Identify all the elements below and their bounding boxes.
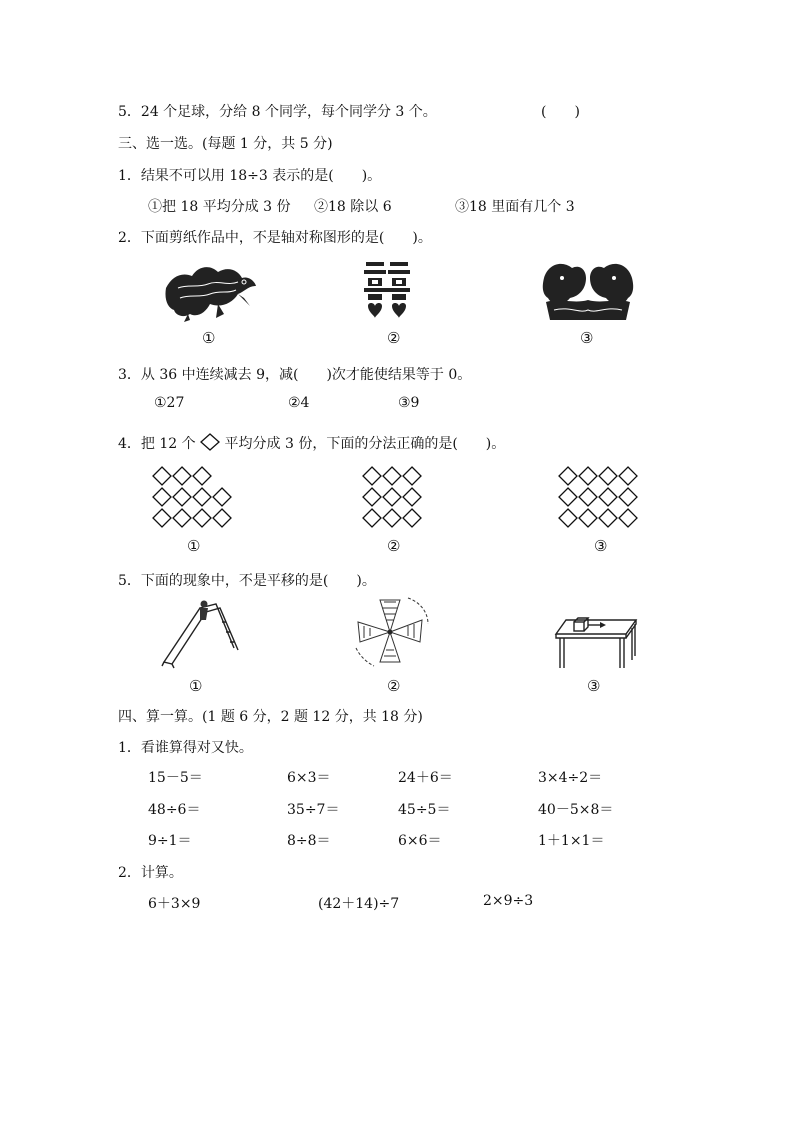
s3-q2-label-2[interactable]: ② bbox=[387, 329, 401, 347]
diamond-icon bbox=[193, 488, 211, 506]
s3-q1-option-1[interactable]: ①把 18 平均分成 3 份 bbox=[148, 199, 291, 215]
s4-q2-item-3: 2×9÷3 bbox=[483, 893, 534, 909]
s3-q1-option-2[interactable]: ②18 除以 6 bbox=[314, 199, 392, 215]
diamond-icon bbox=[173, 509, 191, 527]
diamond-icon bbox=[403, 467, 421, 485]
s3-q4-label-3[interactable]: ③ bbox=[594, 537, 608, 555]
calc-r2-c1: 48÷6＝ bbox=[148, 802, 201, 818]
section4-title: 四、算一算。(1 题 6 分，2 题 12 分，共 18 分) bbox=[118, 709, 423, 725]
twin-dragons-papercut-image bbox=[540, 258, 636, 324]
slide-image bbox=[160, 598, 240, 668]
s3-q2-label-3[interactable]: ③ bbox=[580, 329, 594, 347]
s3-q4-stem bbox=[118, 433, 505, 453]
s4-q2-item-2: (42＋14)÷7 bbox=[318, 896, 400, 912]
calc-r2-c4: 40－5×8＝ bbox=[538, 802, 614, 818]
s3-q3-option-1[interactable]: ①27 bbox=[154, 395, 185, 411]
s3-q2-stem: 2．下面剪纸作品中，不是轴对称图形的是( )。 bbox=[118, 230, 432, 246]
diamond-group-3 bbox=[558, 465, 648, 531]
diamond-icon bbox=[579, 467, 597, 485]
s3-q4-stem-post: 平均分成 3 份，下面的分法正确的是( )。 bbox=[224, 436, 506, 452]
s3-q5-stem: 5．下面的现象中，不是平移的是( )。 bbox=[118, 573, 376, 589]
diamond-icon bbox=[559, 467, 577, 485]
diamond-icon bbox=[363, 509, 381, 527]
calc-r1-c2: 6×3＝ bbox=[287, 770, 331, 786]
calc-r3-c3: 6×6＝ bbox=[398, 833, 442, 849]
diamond-icon bbox=[403, 488, 421, 506]
diamond-icon bbox=[153, 509, 171, 527]
diamond-icon bbox=[200, 433, 220, 451]
diamond-icon bbox=[193, 509, 211, 527]
diamond-icon bbox=[599, 467, 617, 485]
s3-q3-option-2[interactable]: ②4 bbox=[288, 395, 310, 411]
diamond-icon bbox=[383, 467, 401, 485]
diamond-icon bbox=[383, 509, 401, 527]
s3-q4-label-2[interactable]: ② bbox=[387, 537, 401, 555]
diamond-group-2 bbox=[362, 465, 432, 531]
calc-r2-c2: 35÷7＝ bbox=[287, 802, 340, 818]
dragon-papercut-image bbox=[158, 258, 258, 322]
calc-r1-c1: 15－5＝ bbox=[148, 770, 203, 786]
s3-q3-stem: 3．从 36 中连续减去 9，减( )次才能使结果等于 0。 bbox=[118, 367, 472, 383]
diamond-icon bbox=[213, 509, 231, 527]
diamond-icon bbox=[403, 509, 421, 527]
diamond-icon bbox=[363, 488, 381, 506]
calc-r1-c3: 24＋6＝ bbox=[398, 770, 453, 786]
box-on-table-image bbox=[554, 612, 638, 670]
calc-r3-c2: 8÷8＝ bbox=[287, 833, 331, 849]
diamond-icon bbox=[579, 488, 597, 506]
judge-q5-text: 5．24 个足球，分给 8 个同学，每个同学分 3 个。 bbox=[118, 104, 437, 120]
windmill-image bbox=[350, 596, 430, 670]
s3-q1-option-3[interactable]: ③18 里面有几个 3 bbox=[455, 199, 575, 215]
diamond-group-1 bbox=[152, 465, 242, 531]
diamond-icon bbox=[579, 509, 597, 527]
diamond-icon bbox=[599, 488, 617, 506]
diamond-icon bbox=[619, 467, 637, 485]
s3-q3-option-3[interactable]: ③9 bbox=[398, 395, 420, 411]
diamond-icon bbox=[173, 488, 191, 506]
s3-q5-label-3[interactable]: ③ bbox=[587, 677, 601, 695]
s3-q5-label-2[interactable]: ② bbox=[387, 677, 401, 695]
s3-q4-label-1[interactable]: ① bbox=[187, 537, 201, 555]
diamond-icon bbox=[363, 467, 381, 485]
diamond-icon bbox=[213, 488, 231, 506]
calc-r2-c3: 45÷5＝ bbox=[398, 802, 451, 818]
diamond-icon bbox=[383, 488, 401, 506]
diamond-icon bbox=[173, 467, 191, 485]
calc-r1-c4: 3×4÷2＝ bbox=[538, 770, 603, 786]
diamond-icon bbox=[153, 488, 171, 506]
double-happiness-papercut-image bbox=[364, 258, 410, 324]
diamond-icon bbox=[619, 488, 637, 506]
diamond-icon bbox=[559, 488, 577, 506]
judge-q5 bbox=[118, 101, 437, 121]
s3-q2-label-1[interactable]: ① bbox=[202, 329, 216, 347]
s3-q5-label-1[interactable]: ① bbox=[189, 677, 203, 695]
s4-q2-item-1: 6＋3×9 bbox=[148, 896, 201, 912]
s4-q1-stem: 1．看谁算得对又快。 bbox=[118, 740, 253, 756]
diamond-icon bbox=[153, 467, 171, 485]
s4-q2-stem: 2．计算。 bbox=[118, 865, 183, 881]
section3-title: 三、选一选。(每题 1 分，共 5 分) bbox=[118, 136, 333, 152]
diamond-icon bbox=[193, 467, 211, 485]
diamond-icon bbox=[619, 509, 637, 527]
diamond-icon bbox=[559, 509, 577, 527]
diamond-icon bbox=[599, 509, 617, 527]
s3-q1-stem: 1．结果不可以用 18÷3 表示的是( )。 bbox=[118, 168, 382, 184]
calc-r3-c1: 9÷1＝ bbox=[148, 833, 192, 849]
judge-q5-answer-paren[interactable]: ( ) bbox=[541, 104, 580, 120]
s3-q4-stem-pre: 4．把 12 个 bbox=[118, 436, 196, 452]
calc-r3-c4: 1＋1×1＝ bbox=[538, 833, 605, 849]
